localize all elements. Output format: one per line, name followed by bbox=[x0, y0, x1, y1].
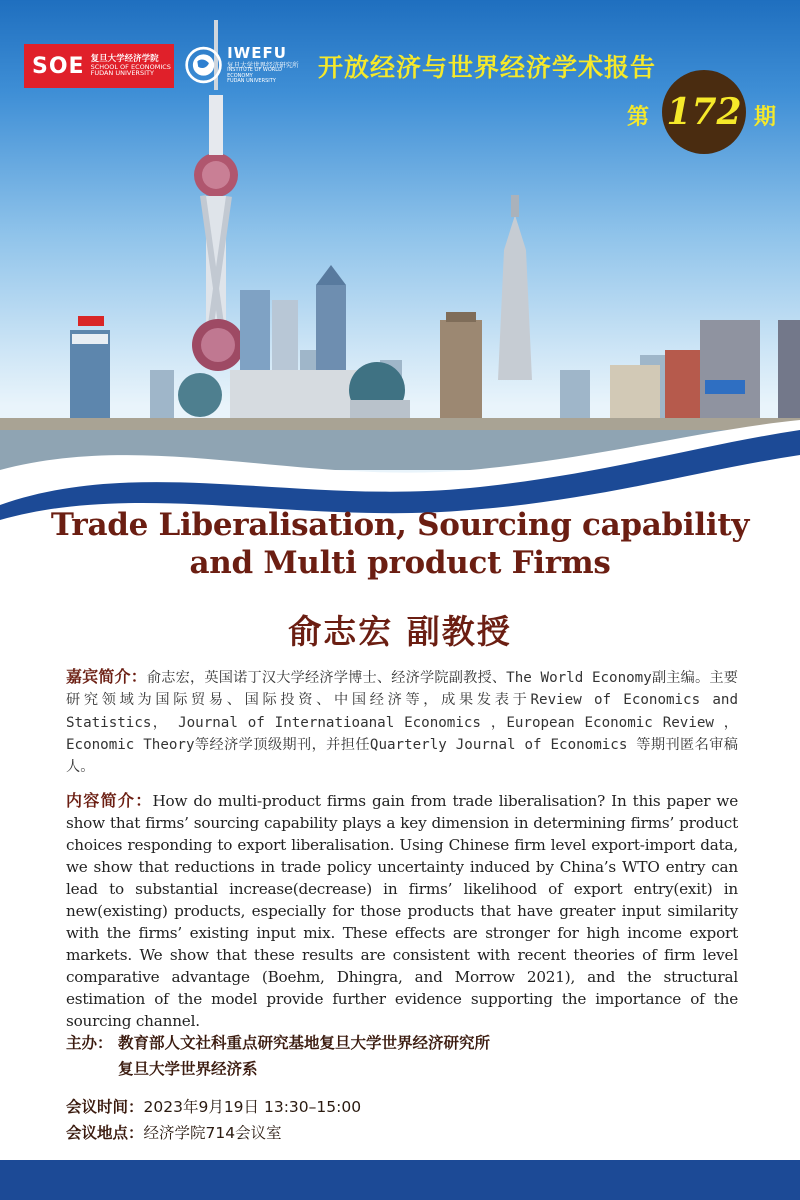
issue-prefix: 第 bbox=[627, 105, 650, 130]
issue-suffix: 期 bbox=[754, 105, 777, 130]
talk-title-line1: Trade Liberalisation, Sourcing capability bbox=[50, 507, 750, 543]
iwefu-logo-abbr: IWEFU bbox=[227, 43, 287, 62]
skyline-banner bbox=[0, 0, 800, 520]
abstract-text: How do multi-product firms gain from trade liberalisation? In this paper we show that firms’ sourcing capability plays a key dimension in determining firms’ product choices responding to export liberalisation. Using Chinese firm level export-import data, we show that reductions in trade policy uncertainty induced by China’s WTO entry can lead to substantial increase(decrease) in firms’ likelihood of export entry(exit) in new(existing) products, especially for those products that have greater input similarity with the firms’ existing input mix. These effects are stronger for high income export markets. We show that these results are consistent with recent theories of firm level comparative advantage (Boehm, Dhingra, and Morrow 2021), and the structural estimation of the model provide further evidence supporting the importance of the sourcing channel. bbox=[66, 792, 738, 1030]
soe-logo-mark: SOE bbox=[32, 53, 85, 79]
soe-logo-en2: FUDAN UNIVERSITY bbox=[90, 69, 154, 78]
meeting-place: 经济学院714会议室 bbox=[143, 1124, 282, 1142]
iwefu-logo-en2: FUDAN UNIVERSITY bbox=[227, 77, 276, 84]
issue-number: 172 bbox=[666, 91, 742, 133]
abstract-label: 内容简介： bbox=[66, 791, 153, 810]
host-section bbox=[66, 1030, 746, 1082]
meeting-time-label: 会议时间： bbox=[66, 1098, 144, 1116]
footer-band bbox=[0, 1160, 800, 1200]
meeting-place-row bbox=[66, 1120, 746, 1146]
iwefu-logo-cn: 复旦大学世界经济研究所 bbox=[227, 60, 299, 69]
soe-logo-en1: SCHOOL OF ECONOMICS bbox=[90, 62, 171, 71]
talk-title bbox=[40, 506, 760, 582]
meeting-time: 2023年9月19日 13:30–15:00 bbox=[143, 1098, 362, 1116]
bio-label: 嘉宾简介： bbox=[66, 667, 147, 686]
talk-title-line2: and Multi product Firms bbox=[189, 545, 611, 581]
host-org-2: 复旦大学世界经济系 bbox=[118, 1060, 258, 1078]
bio-text: 俞志宏，英国诺丁汉大学经济学博士、经济学院副教授、The World Economy副主编。主要研究领域为国际贸易、国际投资、中国经济等，成果发表于Review of Economics and Statistics， Journal of Internatioanal Economics ，European Economic Review ，Economic Theory等经济学顶级期刊，并担任Quarterly Journal of Economics 等期刊匿名审稿人。 bbox=[66, 670, 738, 776]
speaker-name: 俞志宏 副教授 bbox=[288, 612, 512, 651]
meeting-place-label: 会议地点： bbox=[66, 1124, 144, 1142]
iwefu-logo bbox=[184, 40, 300, 90]
globe-icon bbox=[184, 43, 223, 87]
host-label: 主办： bbox=[66, 1034, 113, 1052]
host-org-1: 教育部人文社科重点研究基地复旦大学世界经济研究所 bbox=[118, 1034, 491, 1052]
talk-abstract bbox=[66, 790, 738, 1032]
soe-logo-cn: 复旦大学经济学院 bbox=[90, 53, 159, 64]
soe-logo bbox=[24, 44, 174, 88]
meeting-info bbox=[66, 1094, 746, 1146]
series-title: 开放经济与世界经济学术报告 bbox=[318, 53, 657, 82]
meeting-time-row bbox=[66, 1094, 746, 1120]
speaker-bio bbox=[66, 666, 738, 778]
issue-number-badge bbox=[662, 70, 746, 154]
iwefu-logo-en1: INSTITUTE OF WORLD ECONOMY bbox=[227, 67, 282, 79]
